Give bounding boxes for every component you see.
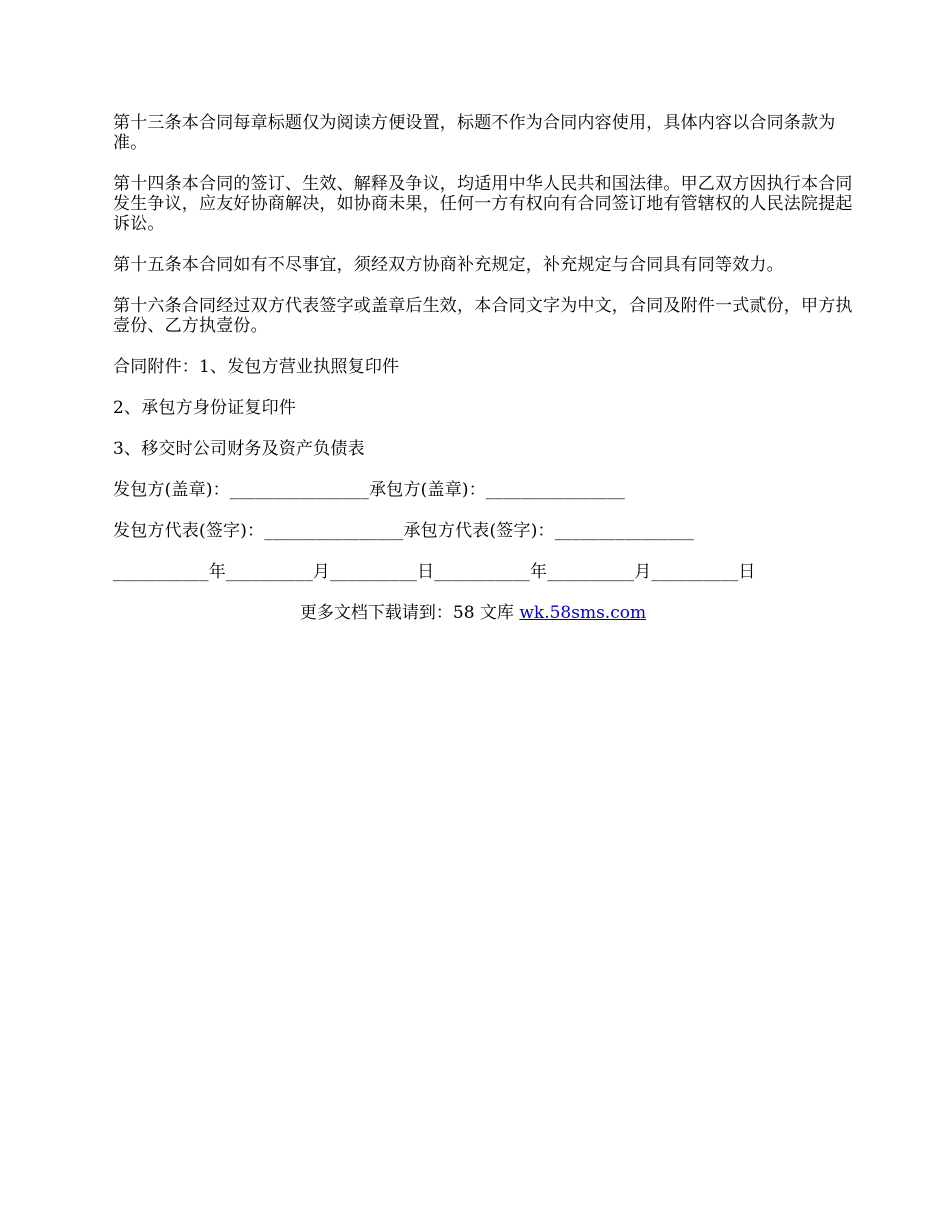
footer-text: 更多文档下载请到：58 文库: [299, 603, 520, 623]
clause-14: 第十四条本合同的签订、生效、解释及争议，均适用中华人民共和国法律。甲乙双方因执行本合同发生争议，应友好协商解决，如协商未果，任何一方有权向有合同签订地有管辖权的人民法院提起诉讼。: [113, 174, 853, 234]
date-line: ___________年__________月__________日___________年__________月__________日: [113, 562, 756, 582]
footer-link[interactable]: wk.58sms.com: [519, 603, 647, 623]
document-page: [113, 113, 858, 623]
attachment-2: 2、承包方身份证复印件: [113, 398, 297, 418]
clause-15: 第十五条本合同如有不尽事宜，须经双方协商补充规定，补充规定与合同具有同等效力。: [113, 255, 784, 275]
clause-16: 第十六条合同经过双方代表签字或盖章后生效，本合同文字为中文，合同及附件一式贰份，甲方执壹份、乙方执壹份。: [113, 296, 853, 336]
attachment-1: 合同附件：1、发包方营业执照复印件: [113, 357, 400, 377]
clause-13: 第十三条本合同每章标题仅为阅读方便设置，标题不作为合同内容使用，具体内容以合同条款为准。: [113, 113, 836, 153]
representative-signature-line: 发包方代表(签字)：________________承包方代表(签字)：________________: [113, 521, 694, 541]
attachment-3: 3、移交时公司财务及资产负债表: [113, 439, 365, 459]
seal-signature-line: 发包方(盖章)：________________承包方(盖章)：________________: [113, 480, 626, 500]
download-footer: [113, 603, 833, 623]
